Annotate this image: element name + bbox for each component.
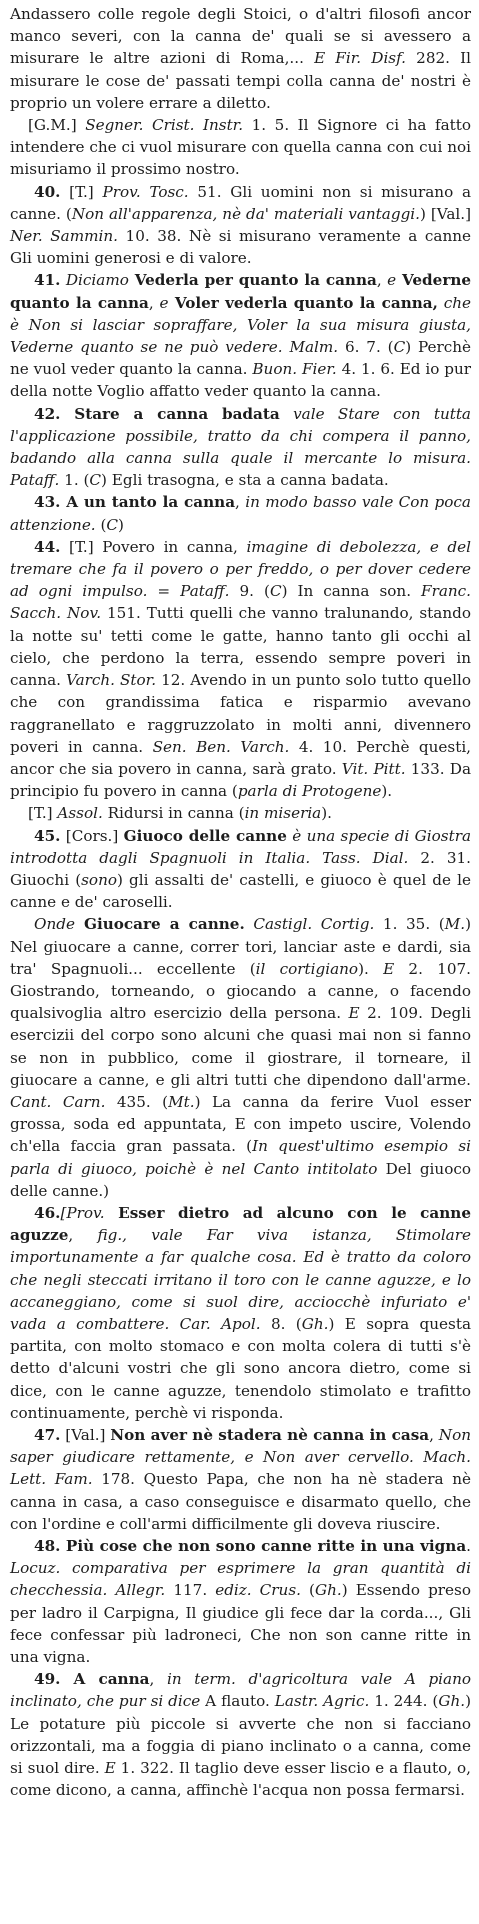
body-text: 282. Il misurare le cose de' passati tempi colla canna de' nostri è proprio un volere errare a diletto. <box>10 49 471 112</box>
italic-text: Buon. Fier. <box>252 360 337 379</box>
italic-text: e <box>159 293 169 312</box>
body-text: = <box>147 582 181 601</box>
body-text: 133. Da principio fu povero in canna ( <box>10 759 471 801</box>
italic-text: Cant. Carn. <box>10 1092 106 1111</box>
headword-text: Vederla per quanto la canna <box>128 271 377 290</box>
italic-text: Assol. <box>57 804 103 823</box>
entry-paragraph <box>10 114 471 181</box>
body-text: [T.] Povero in canna, <box>60 537 247 556</box>
entry-paragraph <box>10 491 471 535</box>
body-text: . <box>466 1537 471 1556</box>
body-text: ) Perchè ne vuol veder quanto la canna. <box>10 338 472 379</box>
body-text: 8. ( <box>260 1314 302 1333</box>
italic-text: Castigl. Cortig. <box>253 915 375 934</box>
italic-text: in modo basso vale Con poca attenzione. <box>10 493 471 534</box>
body-text: ) Egli trasogna, e sta a canna badata. <box>101 471 389 490</box>
headword-text: Più cose che non sono canne ritte in una vigna <box>60 1537 467 1556</box>
body-text: 151. Tutti quelli che vanno tralunando, stando la notte su' tetti come le gatte, hanno tanto gli occhi al cielo, che perdono la terra, essendo sempre poveri in canna. <box>10 604 471 690</box>
italic-text: Vit. Pitt. <box>341 759 406 778</box>
body-text: 1. 322. Il taglio deve esser liscio e a flauto, o, come dicono, a canna, affinchè l'acqua non possa fermarsi. <box>10 1759 471 1800</box>
body-text: ) Essendo preso per ladro il Carpigna, Il giudice gli fece dar la corda..., Gli fece confessar più ladroneci, Che non son canne ritte in una vigna. <box>10 1581 471 1667</box>
body-text: 51. Gli uomini non si misurano a canne. ( <box>10 182 471 223</box>
italic-text: in term. d'agricoltura vale A piano inclinato, che pur si dice <box>10 1670 472 1711</box>
italic-text: E Fir. Disf. <box>314 49 407 68</box>
entry-paragraph <box>10 825 471 914</box>
italic-text: Pataff. <box>180 582 230 601</box>
italic-text: E <box>348 1004 360 1023</box>
headword-text: 44. <box>34 537 61 556</box>
body-text: 4. 10. Perchè questi, ancor che sia povero in canna, sarà grato. <box>10 737 472 778</box>
body-text: 1. ( <box>59 471 90 490</box>
italic-text: [Prov. <box>60 1203 105 1222</box>
italic-text: Mt. <box>168 1092 195 1111</box>
body-text: 1. 35. ( <box>374 915 445 934</box>
headword-text: 45. <box>34 826 61 845</box>
headword-text: Vederne quanto la canna <box>10 271 472 312</box>
body-text: 10. 38. Nè si misurano veramente a canne Gli uomini generosi e di valore. <box>10 227 471 268</box>
headword-text: A un tanto la canna <box>60 493 236 512</box>
body-text: [G.M.] <box>28 116 86 135</box>
headword-text: Giuocare a canne. <box>74 915 245 934</box>
italic-text: e <box>387 271 397 290</box>
italic-text: Segner. Crist. Instr. <box>85 116 244 135</box>
body-text: ) In canna son. <box>281 582 422 601</box>
body-text: 6. 7. ( <box>338 338 394 357</box>
italic-text: C <box>393 338 406 357</box>
body-text: Ridursi in canna ( <box>102 804 245 823</box>
body-text: , <box>235 493 246 512</box>
italic-text: In quest'ultimo esempio si parla di giuoco, poichè è nel Canto intitolato <box>10 1137 471 1178</box>
body-text: ). <box>321 804 333 823</box>
body-text: A flauto. <box>200 1692 275 1711</box>
body-text: ( <box>95 515 107 534</box>
italic-text: Gh. <box>301 1314 329 1333</box>
entry-paragraph <box>10 1535 471 1668</box>
body-text: 2. 109. Degli esercizii del corpo sono alcuni che quasi mai non si fanno se non in pubblico, come il giostrare, il torneare, il giuocare a canne, e gli altri tutti che dipendono dall'arme. <box>10 1004 471 1089</box>
entry-paragraph <box>10 1424 471 1535</box>
italic-text: in miseria <box>244 804 322 823</box>
body-text: ) [Val.] <box>419 204 472 223</box>
entry-paragraph <box>10 3 471 114</box>
body-text: [T.] <box>60 182 103 201</box>
body-text: ). <box>358 959 384 978</box>
body-text: , <box>148 293 160 312</box>
headword-text: Voler vederla quanto la canna, <box>168 293 438 312</box>
headword-text: 43. <box>34 493 61 512</box>
body-text: 117. <box>165 1581 216 1600</box>
headword-text: 46. <box>34 1203 61 1222</box>
italic-text: Onde <box>34 915 75 934</box>
body-text: 2. 107. Giostrando, torneando, o giocando a canne, o facendo qualsivoglia altro esercizio della persona. <box>10 959 471 1023</box>
headword-text: Stare a canna badata <box>60 404 280 423</box>
italic-text: M. <box>444 915 466 934</box>
italic-text: Prov. Tosc. <box>102 182 189 201</box>
body-text: Andassero colle regole degli Stoici, o d'altri filosofi ancor manco severi, con la canna de' quali se si avessero a misurare le altre azioni di Roma,... <box>10 5 471 68</box>
italic-text: ediz. Crus. <box>215 1581 301 1600</box>
headword-text: 47. <box>34 1426 61 1444</box>
entry-paragraph <box>10 536 471 802</box>
entry-paragraph <box>10 403 471 492</box>
italic-text: Lastr. Agric. <box>274 1692 370 1711</box>
body-text: , <box>376 271 388 290</box>
body-text: ( <box>300 1581 315 1600</box>
italic-text: che è Non si lasciar sopraffare, Voler la sua misura giusta, Vederne quanto se ne può vedere. Malm. <box>10 293 472 357</box>
body-text: ) E sopra questa partita, con molto stomaco e con molta colera di tutti s'è detto d'alcuni vostri che gli sono ancora dietro, come si dice, con le canne aguzze, tenendolo stimolato e trafitto continuamente, perchè vi risponda. <box>10 1314 471 1422</box>
entry-paragraph <box>10 913 471 1202</box>
entry-paragraph <box>10 1202 471 1424</box>
headword-text: Esser dietro ad alcuno con le canne aguzze <box>10 1203 471 1245</box>
body-text: ) gli assalti de' castelli, e giuoco è quel de le canne e de' caroselli. <box>10 870 472 912</box>
italic-text: Gh. <box>438 1692 466 1711</box>
italic-text: Franc. Sacch. Nov. <box>10 582 472 623</box>
italic-text: Non all'apparenza, nè da' materiali vantaggi. <box>71 204 420 223</box>
body-text: 2. 31. Giuochi ( <box>10 848 471 889</box>
italic-text: imagine di debolezza, e del tremare che fa il povero o per freddo, o per dover cedere ad ogni impulso. <box>10 537 471 601</box>
headword-text: Giuoco delle canne <box>123 826 287 845</box>
body-text: 178. Questo Papa, che non ha nè stadera nè canna in casa, a caso conseguisce e disarmato quello, che con l'ordine e coll'armi difficilmente gli doveva riuscire. <box>10 1470 471 1533</box>
body-text: [Cors.] <box>60 826 124 845</box>
headword-text: 48. <box>34 1537 61 1556</box>
italic-text: C <box>106 515 119 534</box>
italic-text: C <box>269 582 282 601</box>
italic-text: E <box>383 959 395 978</box>
italic-text: fig., vale Far viva istanza, Stimolare importunamente a far qualche cosa. Ed è tratto da coloro che negli steccati irritano il toro con le canne aguzze, e lo accaneggiano, come si suol dire, acciocchè infuriato e' vada a combattere. Car. Apol. <box>10 1226 471 1333</box>
body-text: ) Nel giuocare a canne, correr tori, lanciar aste e dardi, sia tra' Spagnuoli... eccellente ( <box>10 915 471 978</box>
headword-text: 41. <box>34 271 61 290</box>
body-text: ). <box>381 782 393 801</box>
body-text: [Val.] <box>60 1426 111 1444</box>
italic-text: E <box>104 1759 116 1778</box>
italic-text: parla di Protogene <box>237 782 382 801</box>
body-text: 4. 1. 6. Ed io pur della notte Voglio affatto veder quanto la canna. <box>10 360 472 401</box>
body-text: ) Le potature più piccole si avverte che non si facciano orizzontali, ma a foggia di piano inclinato o a canna, come si suol dire. <box>10 1692 472 1778</box>
italic-text: il cortigiano <box>255 959 359 978</box>
italic-text: vale Stare con tutta l'applicazione possibile, tratto da chi compera il panno, badando alla canna sulla quale il mercante lo misura. Pataff. <box>10 404 471 490</box>
body-text: 12. Avendo in un punto solo tutto quello che con grandissima fatica e risparmio avevano raggranellato e raggruzzolato in molti anni, divennero poveri in canna. <box>10 671 471 756</box>
body-text: , <box>429 1426 439 1444</box>
body-text: Del giuoco delle canne.) <box>10 1159 471 1200</box>
body-text: [T.] <box>28 804 58 823</box>
body-text: 1. 244. ( <box>369 1692 439 1711</box>
body-text: , <box>68 1226 98 1245</box>
italic-text: Varch. Stor. <box>66 671 157 690</box>
entry-paragraph <box>10 269 471 402</box>
italic-text: sono <box>81 870 117 889</box>
body-text: 1. 5. Il Signore ci ha fatto intendere che ci vuol misurare con quella canna con cui noi misuriamo il prossimo nostro. <box>10 116 472 179</box>
headword-text: 40. <box>34 182 61 201</box>
body-text: ) <box>118 515 124 534</box>
entry-paragraph <box>10 181 471 270</box>
body-text: 435. ( <box>105 1092 169 1111</box>
italic-text: è una specie di Giostra introdotta dagli Spagnuoli in Italia. Tass. Dial. <box>10 826 472 867</box>
headword-text: 42. <box>34 404 61 423</box>
entry-paragraph <box>10 802 471 824</box>
italic-text: Gh. <box>314 1581 342 1600</box>
body-text: , <box>149 1670 167 1689</box>
entry-paragraph <box>10 1668 471 1801</box>
italic-text: Ner. Sammin. <box>10 227 118 246</box>
italic-text: Locuz. comparativa per esprimere la gran quantità di checchessia. Allegr. <box>10 1559 471 1600</box>
body-text: 9. ( <box>229 582 270 601</box>
italic-text: Non saper giudicare rettamente, e Non aver cervello. Mach. Lett. Fam. <box>10 1426 471 1489</box>
italic-text: Diciamo <box>65 271 129 290</box>
headword-text: 49. <box>34 1670 61 1689</box>
body-text: ) La canna da ferire Vuol esser grossa, soda ed appuntata, E con impeto uscire, Volendo ch'ella faccia gran passata. ( <box>10 1092 471 1156</box>
headword-text: A canna <box>60 1670 150 1689</box>
italic-text: C <box>89 471 102 490</box>
headword-text: Non aver nè stadera nè canna in casa <box>110 1426 430 1444</box>
italic-text: Sen. Ben. Varch. <box>152 737 290 756</box>
